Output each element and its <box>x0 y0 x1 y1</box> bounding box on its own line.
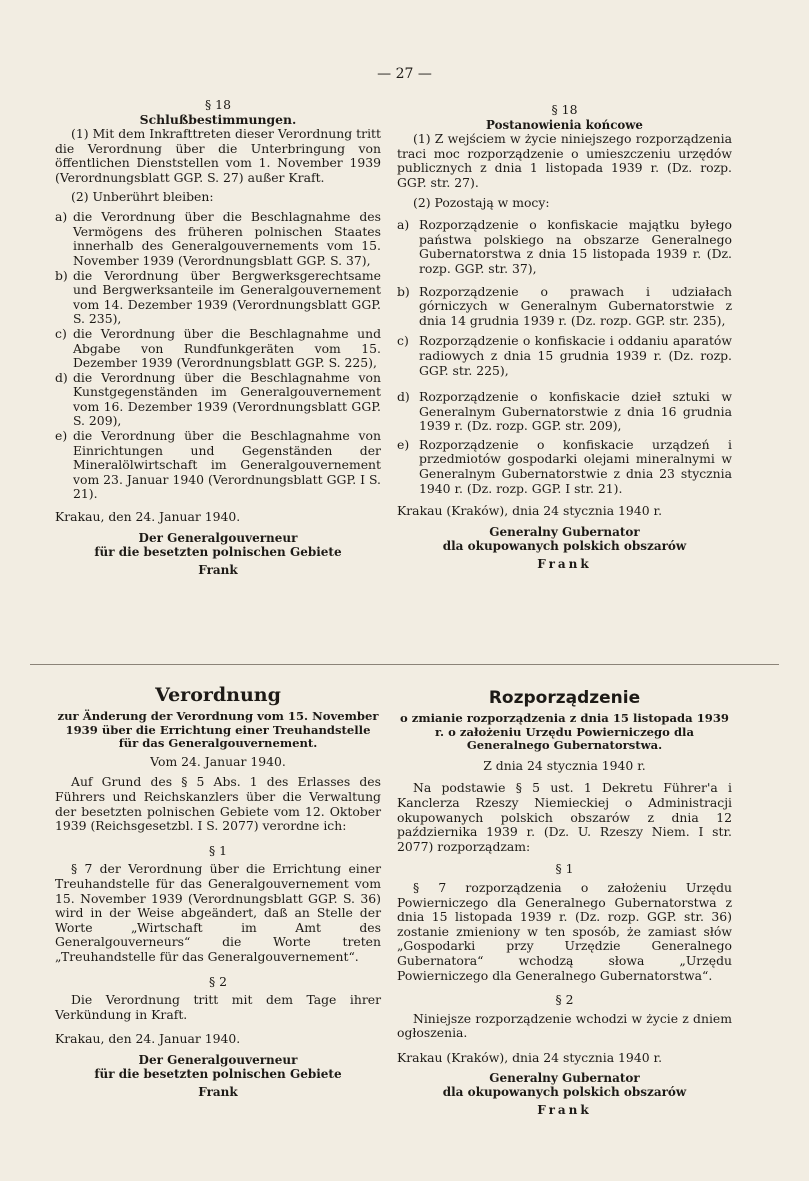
document-date: Vom 24. Januar 1940. <box>150 753 286 769</box>
paragraph: (1) Mit dem Inkrafttreten dieser Verordnung tritt die Verordnung über die Unterbringung von öffentlichen Dienststellen vom 1. November 1939 (Verordnungsblatt GGP. S. 27) außer Kraft. <box>55 126 381 185</box>
paragraph: (1) Z wejściem w życie niniejszego rozporządzenia traci moc rozporządzenie o umieszczeniu urzędów publicznych z dnia 1 listopada 1939 r. (Dz. rozp. GGP. str. 27). <box>397 131 732 190</box>
signature-name: Frank <box>537 1103 592 1118</box>
document-subtitle: zur Änderung der Verordnung vom 15. November 1939 über die Errichtung einer Treuhandstelle für das Generalgouvernement. <box>57 709 379 751</box>
list-item: e) die Verordnung über die Beschlagnahme von Einrichtungen und Gegenständen der Mineralölwirtschaft im Generalgouvernement vom 23. Januar 1940 (Verordnungsblatt GGP. I S. 21). <box>55 428 381 502</box>
place-date: Krakau (Kraków), dnia 24 stycznia 1940 r. <box>397 1049 663 1065</box>
section-heading: § 1 <box>208 842 228 858</box>
list-item: a) Rozporządzenie o konfiskacie majątku byłego państwa polskiego na obszarze Generalnego Gubernatorstwa z dnia 15 listopada 1939 r. (Dz. rozp. GGP. str. 37), <box>397 217 732 276</box>
list-item: d) Rozporządzenie o konfiskacie dzieł sztuki w Generalnym Gubernatorstwie z dnia 16 grudnia 1939 r. (Dz. rozp. GGP. str. 209), <box>397 389 732 434</box>
list-item: d) die Verordnung über die Beschlagnahme von Kunstgegenständen im Generalgouvernement vom 16. Dezember 1939 (Verordnungsblatt GGP. S. 209), <box>55 369 381 429</box>
place-date: Krakau (Kraków), dnia 24 stycznia 1940 r. <box>397 503 663 519</box>
signature-name: Frank <box>198 562 238 577</box>
section-heading: § 18 <box>205 97 231 112</box>
section-heading: § 18 <box>551 102 578 117</box>
signature-line: Der Generalgouverneur <box>138 530 298 545</box>
place-date: Krakau, den 24. Januar 1940. <box>55 1031 241 1047</box>
top-german-column <box>55 98 381 577</box>
paragraph: Niniejsze rozporządzenie wchodzi w życie z dniem ogłoszenia. <box>397 1010 732 1041</box>
list-item: e) Rozporządzenie o konfiskacie urządzeń i przedmiotów gospodarki olejami mineralnymi w Generalnym Gubernatorstwie z dnia 23 stycznia 1940 r. (Dz. rozp. GGP. I str. 21). <box>397 436 732 496</box>
list-item: b) die Verordnung über Bergwerksgerechtsame und Bergwerksanteile im Generalgouvernement vom 14. Dezember 1939 (Verordnungsblatt GGP. S. 235), <box>55 267 381 327</box>
list-item: c) die Verordnung über die Beschlagnahme und Abgabe von Rundfunkgeräten vom 15. Dezember 1939 (Verordnungsblatt GGP. S. 225), <box>55 325 381 371</box>
signature-name: Frank <box>198 1084 238 1099</box>
list-item: c) Rozporządzenie o konfiskacie i oddaniu aparatów radiowych z dnia 15 grudnia 1939 r. (Dz. rozp. GGP. str. 225), <box>397 333 732 378</box>
paragraph: (2) Pozostają w mocy: <box>413 194 550 210</box>
section-title: Schlußbestimmungen. <box>139 111 297 127</box>
document-title: Rozporządzenie <box>488 688 641 708</box>
signature-name: Frank <box>537 556 592 571</box>
paragraph: Die Verordnung tritt mit dem Tage ihrer Verkündung in Kraft. <box>55 992 381 1022</box>
bottom-german-column <box>55 684 381 1099</box>
signature-line: dla okupowanych polskich obszarów <box>442 1085 687 1100</box>
signature-line: für die besetzten polnischen Gebiete <box>94 1066 342 1081</box>
document-title: Verordnung <box>155 684 281 706</box>
section-heading: § 2 <box>208 973 228 989</box>
signature-line: für die besetzten polnischen Gebiete <box>94 544 342 559</box>
document-date: Z dnia 24 stycznia 1940 r. <box>483 757 646 773</box>
paragraph: Na podstawie § 5 ust. 1 Dekretu Führer'a i Kanclerza Rzeszy Niemieckiej o Administracji okupowanych polskich obszarów z dnia 12 października 1939 r. (Dz. U. Rzeszy Niem. I str. 2077) rozporządzam: <box>397 780 732 854</box>
section-heading: § 2 <box>555 992 574 1008</box>
signature-line: dla okupowanych polskich obszarów <box>442 538 687 553</box>
paragraph: § 7 der Verordnung über die Errichtung einer Treuhandstelle für das Generalgouvernement vom 15. November 1939 (Verordnungsblatt GGP. S. 36) wird in der Weise abgeändert, daß an Stelle der Worte „Wirtschaft im Amt des Generalgouverneurs“ die Worte treten „Treuhandstelle für das Generalgouvernement“. <box>55 861 381 964</box>
list-item: b) Rozporządzenie o prawach i udziałach górniczych w Generalnym Gubernatorstwie z dnia 14 grudnia 1939 r. (Dz. rozp. GGP. str. 235), <box>397 283 732 328</box>
paragraph: § 7 rozporządzenia o założeniu Urzędu Powierniczego dla Generalnego Gubernatorstwa z dnia 15 listopada 1939 r. (Dz. rozp. GGP. str. 36) zostanie zmieniony w ten sposób, że zamiast słów „Gospodarki przy Urzędzie Generalnego Gubernatora“ wchodzą słowa „Urzędu Powierniczego dla Generalnego Gubernatorstwa“. <box>397 879 732 983</box>
page-number: — 27 — <box>377 66 432 82</box>
signature-line: Der Generalgouverneur <box>138 1052 298 1067</box>
paragraph: Auf Grund des § 5 Abs. 1 des Erlasses des Führers und Reichskanzlers über die Verwaltung der besetzten polnischen Gebiete vom 12. Oktober 1939 (Reichsgesetzbl. I S. 2077) verordne ich: <box>55 774 381 834</box>
signature-line: Generalny Gubernator <box>489 1071 640 1086</box>
list-item: a) die Verordnung über die Beschlagnahme des Vermögens des früheren polnischen Staates innerhalb des Generalgouvernements vom 15. November 1939 (Verordnungsblatt GGP. S. 37), <box>55 209 381 268</box>
bottom-polish-column <box>397 688 732 1117</box>
section-title: Postanowienia końcowe <box>486 117 643 132</box>
section-divider <box>30 664 779 665</box>
place-date: Krakau, den 24. Januar 1940. <box>55 509 241 525</box>
section-heading: § 1 <box>555 861 574 877</box>
top-polish-column <box>397 103 732 571</box>
document-subtitle: o zmianie rozporządzenia z dnia 15 listopada 1939 r. o założeniu Urzędu Powierniczego dla Generalnego Gubernatorstwa. <box>400 711 729 753</box>
signature-line: Generalny Gubernator <box>489 524 640 539</box>
paragraph: (2) Unberührt bleiben: <box>71 188 214 204</box>
